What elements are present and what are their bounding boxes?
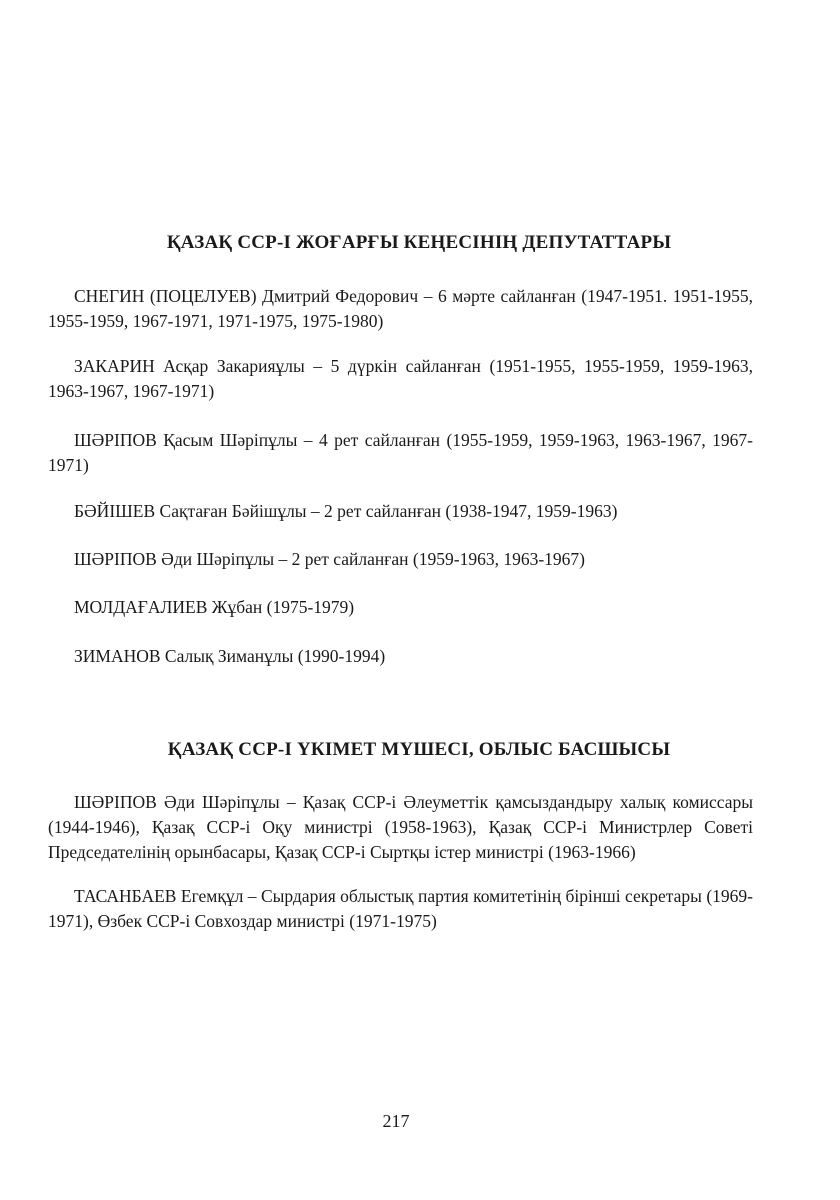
entry-sharipov-adi: ШӘРІПОВ Әди Шәріпұлы – 2 рет сайланған (1959-1963, 1963-1967) <box>74 549 585 569</box>
entry-sharipov-adi-government: ШӘРІПОВ Әди Шәріпұлы – Қазақ ССР-і Әлеуметтік қамсыздандыру халық комиссары (1944-1946), Қазақ ССР-і Оқу министрі (1958-1963), Қазақ ССР-і Министрлер Советі Председателінің орынбасары, Қазақ ССР-і Сыртқы істер министрі (1963-1966) <box>48 792 753 862</box>
entry-sharipov-kasym: ШӘРІПОВ Қасым Шәріпұлы – 4 рет сайланған (1955-1959, 1959-1963, 1963-1967, 1967-1971) <box>48 430 753 475</box>
page-number: 217 <box>382 1111 410 1131</box>
section-heading-deputies: ҚАЗАҚ ССР-І ЖОҒАРҒЫ КЕҢЕСІНІҢ ДЕПУТАТТАРЫ <box>166 232 672 253</box>
section-heading-government: ҚАЗАҚ ССР-І ҮКІМЕТ МҮШЕСІ, ОБЛЫС БАСШЫСЫ <box>167 739 671 760</box>
entry-snegin: СНЕГИН (ПОЦЕЛУЕВ) Дмитрий Федорович – 6 мәрте сайланған (1947-1951. 1951-1955, 1955-1959, 1967-1971, 1971-1975, 1975-1980) <box>48 286 753 331</box>
entry-tasanbaev: ТАСАНБАЕВ Егемқұл – Сырдария облыстық партия комитетінің бірінші секретары (1969-1971), Өзбек ССР-і Совхоздар министрі (1971-1975) <box>48 886 753 931</box>
entry-moldagaliev: МОЛДАҒАЛИЕВ Жұбан (1975-1979) <box>74 597 355 617</box>
entry-zakarin: ЗАКАРИН Асқар Закарияұлы – 5 дүркін сайланған (1951-1955, 1955-1959, 1959-1963, 1963-1967, 1967-1971) <box>48 356 753 401</box>
entry-baiishev: БӘЙІШЕВ Сақтаған Бәйішұлы – 2 рет сайланған (1938-1947, 1959-1963) <box>74 501 618 521</box>
entry-zimanov: ЗИМАНОВ Салық Зиманұлы (1990-1994) <box>74 646 386 666</box>
